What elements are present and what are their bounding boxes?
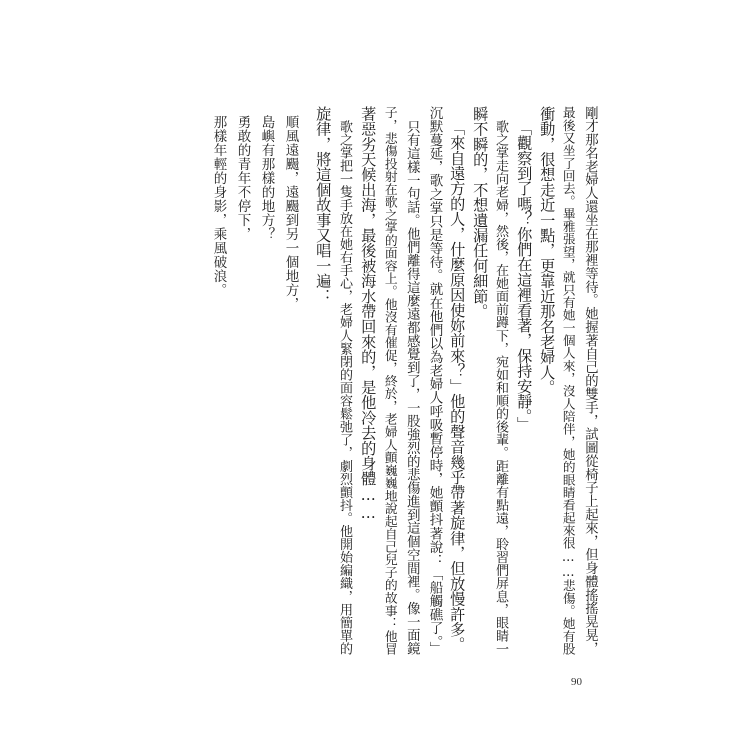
poem-line: 島嶼有那樣的地方？: [258, 115, 275, 241]
prose-column: 沉默蔓延，歌之掌只是等待。就在他們以為老婦人呼吸暫停時，她顫抖著說：「船觸礁了。」: [426, 106, 443, 656]
prose-column: 衝動，很想走近一點，更靠近那名老婦人。: [538, 106, 557, 395]
poem-line: 勇敢的青年不停下，: [234, 115, 251, 241]
prose-column: 最後又坐了回去。畢雅張望，就只有她一個人來，沒人陪伴，她的眼睛看起來很……悲傷。她有股: [560, 106, 576, 656]
poem-line: 順風遠颺，遠颺到另一個地方，: [282, 115, 299, 311]
poem-line: 那樣年輕的身影，乘風破浪。: [210, 115, 227, 297]
prose-column: 剛才那名老婦人還坐在那裡等待。她握著自己的雙手，試圖從椅子上起來，但身體搖搖晃晃，: [582, 106, 598, 655]
prose-column: 子，悲傷投射在歌之掌的面容上。他沒有催促，終於，老婦人顫巍巍地說起自己兒子的故事：他冒: [381, 106, 397, 656]
page-number: 90: [571, 676, 582, 688]
prose-column: 旋律，將這個故事又唱一遍：: [314, 106, 333, 304]
prose-column: 歌之掌走向老婦，然後，在她面前蹲下，宛如和順的後輩。距離有點遠，聆習們屏息，眼睛一: [493, 120, 509, 656]
prose-column: 只有這樣一句話。他們離得這麼遠都感覺到了，一股強烈的悲傷進到這個空間裡。像一面鏡: [404, 120, 420, 656]
prose-column: 「觀察到了嗎？你們在這裡看著，保持安靜。」: [515, 120, 534, 432]
prose-column: 著惡劣天候出海，最後被海水帶回來的，是他冷去的身體……: [359, 106, 378, 522]
prose-column: 「來自遠方的人，什麼原因使妳前來？」他的聲音幾乎帶著旋律，但放慢許多。: [448, 120, 467, 652]
prose-column: 歌之掌把一隻手放在她右手心，老婦人緊閉的面容鬆弛了，劇烈顫抖。他開始編織，用簡單的: [337, 120, 353, 656]
prose-column: 瞬不瞬的，不想遺漏任何細節。: [471, 106, 490, 319]
